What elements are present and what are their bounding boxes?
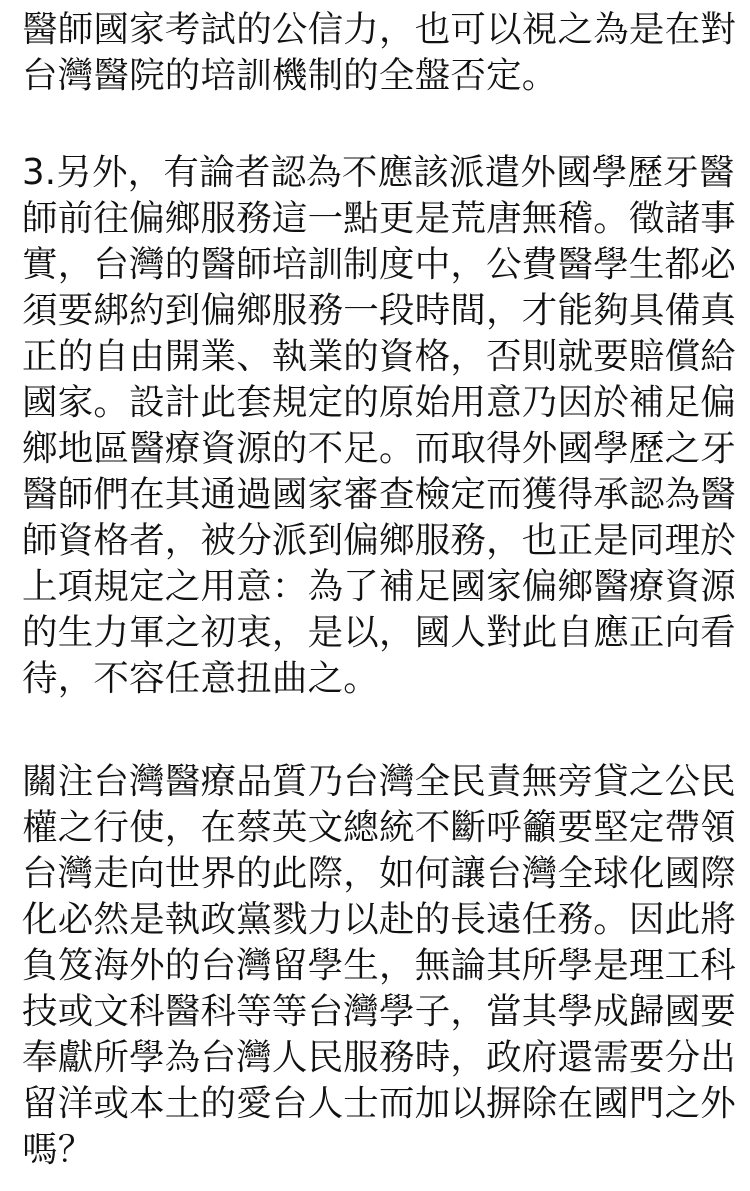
text-line: 正的自由開業、執業的資格，否則就要賠償給 [22, 336, 737, 377]
text-line: 醫師們在其通過國家審查檢定而獲得承認為醫 [22, 474, 737, 515]
text-line: 待，不容任意扭曲之。 [22, 658, 380, 699]
text-line: 關注台灣醫療品質乃台灣全民責無旁貸之公民 [22, 761, 737, 802]
text-line: 技或文科醫科等等台灣學子，當其學成歸國要 [22, 991, 737, 1032]
text-line: 3.另外，有論者認為不應該派遣外國學歷牙醫 [22, 152, 735, 193]
text-line: 的生力軍之初衷，是以，國人對此自應正向看 [22, 612, 737, 653]
text-line: 權之行使，在蔡英文總統不斷呼籲要堅定帶領 [22, 807, 737, 848]
text-line: 鄉地區醫療資源的不足。而取得外國學歷之牙 [22, 428, 737, 469]
text-line: 醫師國家考試的公信力，也可以視之為是在對 [22, 9, 737, 50]
text-line: 台灣走向世界的此際，如何讓台灣全球化國際 [22, 853, 737, 894]
text-line: 實，台灣的醫師培訓制度中，公費醫學生都必 [22, 244, 737, 285]
text-line: 師資格者，被分派到偏鄉服務，也正是同理於 [22, 520, 737, 561]
text-line: 師前往偏鄉服務這一點更是荒唐無稽。徵諸事 [22, 198, 737, 239]
text-line: 嗎？ [22, 1129, 94, 1170]
text-line: 奉獻所學為台灣人民服務時，政府還需要分出 [22, 1037, 737, 1078]
text-line: 化必然是執政黨戮力以赴的長遠任務。因此將 [22, 899, 737, 940]
text-line: 須要綁約到偏鄉服務一段時間，才能夠具備真 [22, 290, 737, 331]
text-line: 台灣醫院的培訓機制的全盤否定。 [22, 55, 558, 96]
text-line: 負笈海外的台灣留學生，無論其所學是理工科 [22, 945, 737, 986]
text-line: 上項規定之用意：為了補足國家偏鄉醫療資源 [22, 566, 737, 607]
text-line: 留洋或本土的愛台人士而加以摒除在國門之外 [22, 1083, 737, 1124]
text-line: 國家。設計此套規定的原始用意乃因於補足偏 [22, 382, 737, 423]
